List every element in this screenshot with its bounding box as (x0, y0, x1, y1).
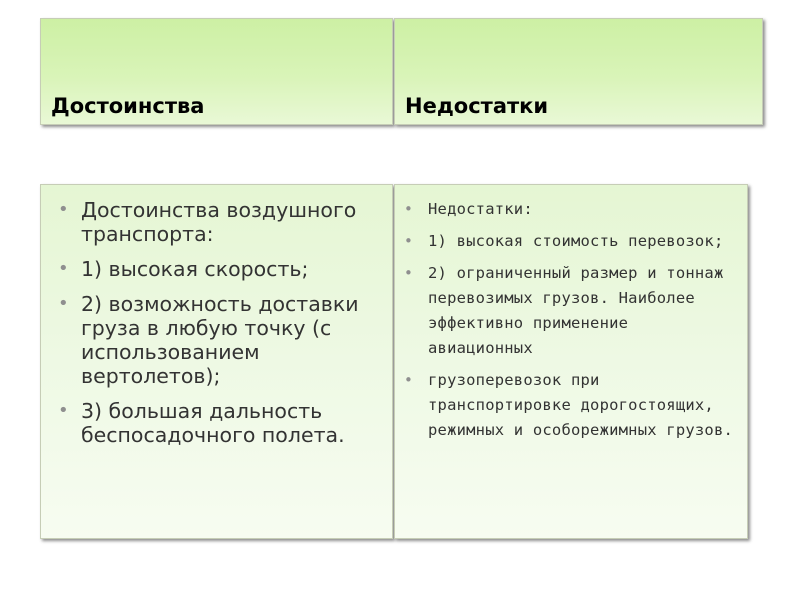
disadvantages-list-item: • Недостатки: (428, 197, 741, 222)
disadvantages-list-item: • грузоперевозок при транспортировке дорогостоящих, режимных и особорежимных грузов. (428, 368, 741, 443)
advantages-list (41, 185, 392, 447)
disadvantages-content-cell (394, 184, 748, 539)
advantages-header-title: Достоинства (51, 94, 205, 118)
advantages-content-cell (40, 184, 393, 539)
advantages-list-item: • 2) возможность доставки груза в любую точку (с использованием вертолетов); (81, 292, 384, 388)
advantages-list-item: • 1) высокая скорость; (81, 257, 384, 281)
disadvantages-list-item: • 2) ограниченный размер и тоннаж перевозимых грузов. Наиболее эффективно применение авиационных (428, 261, 741, 361)
disadvantages-header-title: Недостатки (405, 94, 549, 118)
advantages-list-item: • 3) большая дальность беспосадочного полета. (81, 399, 384, 447)
disadvantages-list-item: • 1) высокая стоимость перевозок; (428, 229, 741, 254)
advantages-list-item: • Достоинства воздушного транспорта: (81, 198, 384, 246)
advantages-header-cell (40, 18, 393, 125)
disadvantages-list (395, 185, 747, 443)
disadvantages-header-cell (394, 18, 763, 125)
